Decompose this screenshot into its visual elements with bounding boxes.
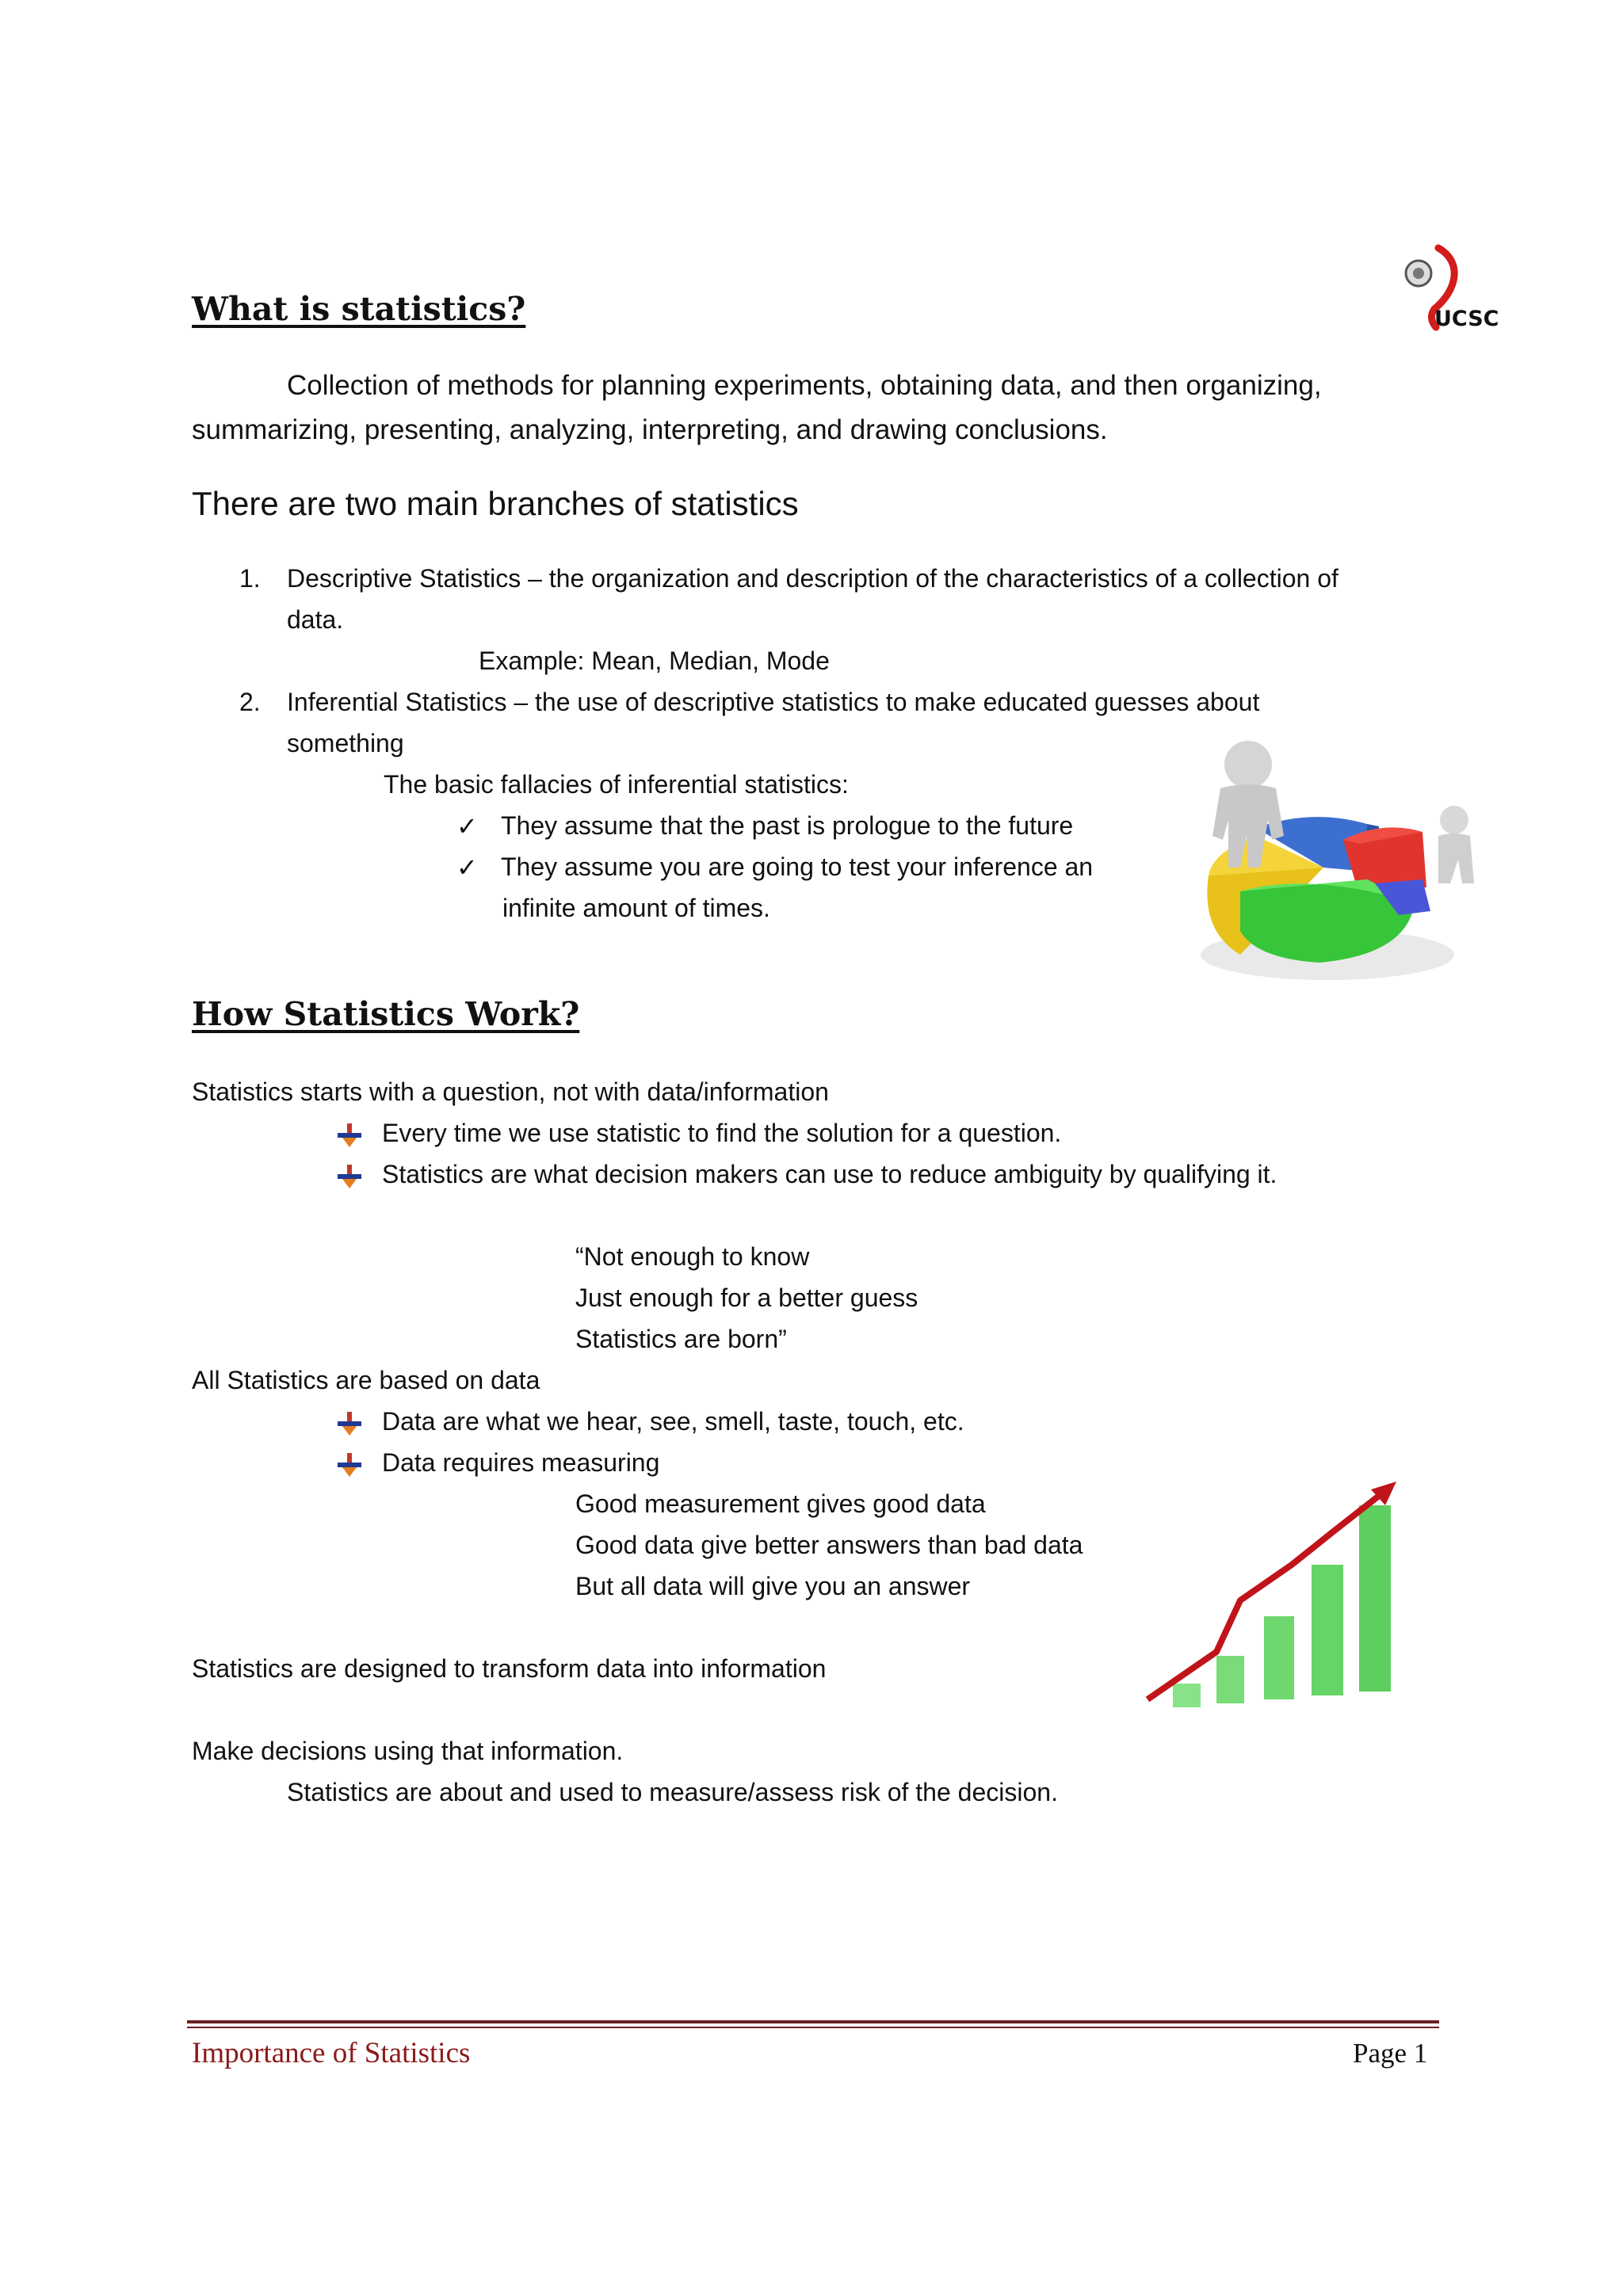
list-number-2: 2. <box>239 688 261 716</box>
footer-rule-thin <box>187 2027 1439 2028</box>
list-item-inferential-line1: Inferential Statistics – the use of descriptive statistics to make educated guesses about <box>287 688 1260 716</box>
footer-rule <box>187 2020 1439 2023</box>
paragraph-transform: Statistics are designed to transform data into information <box>192 1654 827 1683</box>
pie-chart-illustration-icon <box>1193 733 1486 994</box>
section-heading-how-statistics-work: How Statistics Work? <box>192 995 580 1033</box>
fallacy-text: They assume that the past is prologue to the future <box>501 811 1074 840</box>
bullet-text: Data are what we hear, see, smell, taste, touch, etc. <box>382 1407 964 1436</box>
quote-line-2: Just enough for a better guess <box>575 1283 918 1312</box>
list-number-1: 1. <box>239 564 261 593</box>
branches-intro: There are two main branches of statistics <box>192 485 799 522</box>
quote-line-3: Statistics are born” <box>575 1325 787 1353</box>
fallacy-item <box>456 852 1093 883</box>
list-item-descriptive-line2: data. <box>287 605 344 634</box>
definition-paragraph: Collection of methods for planning experiments, obtaining data, and then organizing, summarizing, presenting, analyzing, interpreting, and drawing conclusions. <box>192 370 1322 445</box>
bullet-item <box>336 1160 1277 1190</box>
paragraph-decisions: Make decisions using that information. <box>192 1737 624 1765</box>
checkmark-icon: ✓ <box>456 812 478 841</box>
fallacy-item <box>456 811 1073 841</box>
bullet-item <box>336 1119 1061 1149</box>
logo-text: UCSC <box>1434 307 1499 331</box>
growth-chart-illustration-icon <box>1141 1474 1411 1727</box>
list-item-descriptive-line1: Descriptive Statistics – the organization and description of the characteristics of a collection of <box>287 564 1338 593</box>
bullet-text: Statistics are what decision makers can use to reduce ambiguity by qualifying it. <box>382 1160 1277 1188</box>
measure-line-1: Good measurement gives good data <box>575 1489 986 1518</box>
arrow-down-bullet-icon <box>336 1122 363 1149</box>
paragraph-based-on-data: All Statistics are based on data <box>192 1366 540 1394</box>
fallacy-text: They assume you are going to test your inference an <box>501 852 1094 881</box>
arrow-down-bullet-icon <box>336 1163 363 1190</box>
pie-chart-people-illustration <box>1193 733 1486 994</box>
section-heading-what-is-statistics: What is statistics? <box>192 290 526 328</box>
list-item-inferential-line2: something <box>287 729 404 757</box>
descriptive-example: Example: Mean, Median, Mode <box>479 646 830 675</box>
growth-chart-illustration <box>1141 1474 1411 1727</box>
checkmark-icon: ✓ <box>456 853 478 882</box>
arrow-down-bullet-icon <box>336 1451 363 1478</box>
measure-line-2: Good data give better answers than bad data <box>575 1531 1083 1559</box>
arrow-down-bullet-icon <box>336 1410 363 1437</box>
footer-page-number: Page 1 <box>1353 2038 1428 2069</box>
ucsc-logo <box>1395 242 1499 341</box>
measure-line-3: But all data will give you an answer <box>575 1572 971 1600</box>
paragraph-risk: Statistics are about and used to measure/assess risk of the decision. <box>287 1778 1058 1806</box>
bullet-text: Every time we use statistic to find the solution for a question. <box>382 1119 1062 1147</box>
bullet-item <box>336 1407 964 1437</box>
bullet-item <box>336 1448 659 1478</box>
quote-line-1: “Not enough to know <box>575 1242 810 1271</box>
footer-title: Importance of Statistics <box>192 2037 471 2069</box>
fallacy-text-continued: infinite amount of times. <box>502 894 770 922</box>
bullet-text: Data requires measuring <box>382 1448 660 1477</box>
paragraph-question: Statistics starts with a question, not with data/information <box>192 1077 829 1106</box>
fallacies-intro: The basic fallacies of inferential statistics: <box>384 770 849 799</box>
